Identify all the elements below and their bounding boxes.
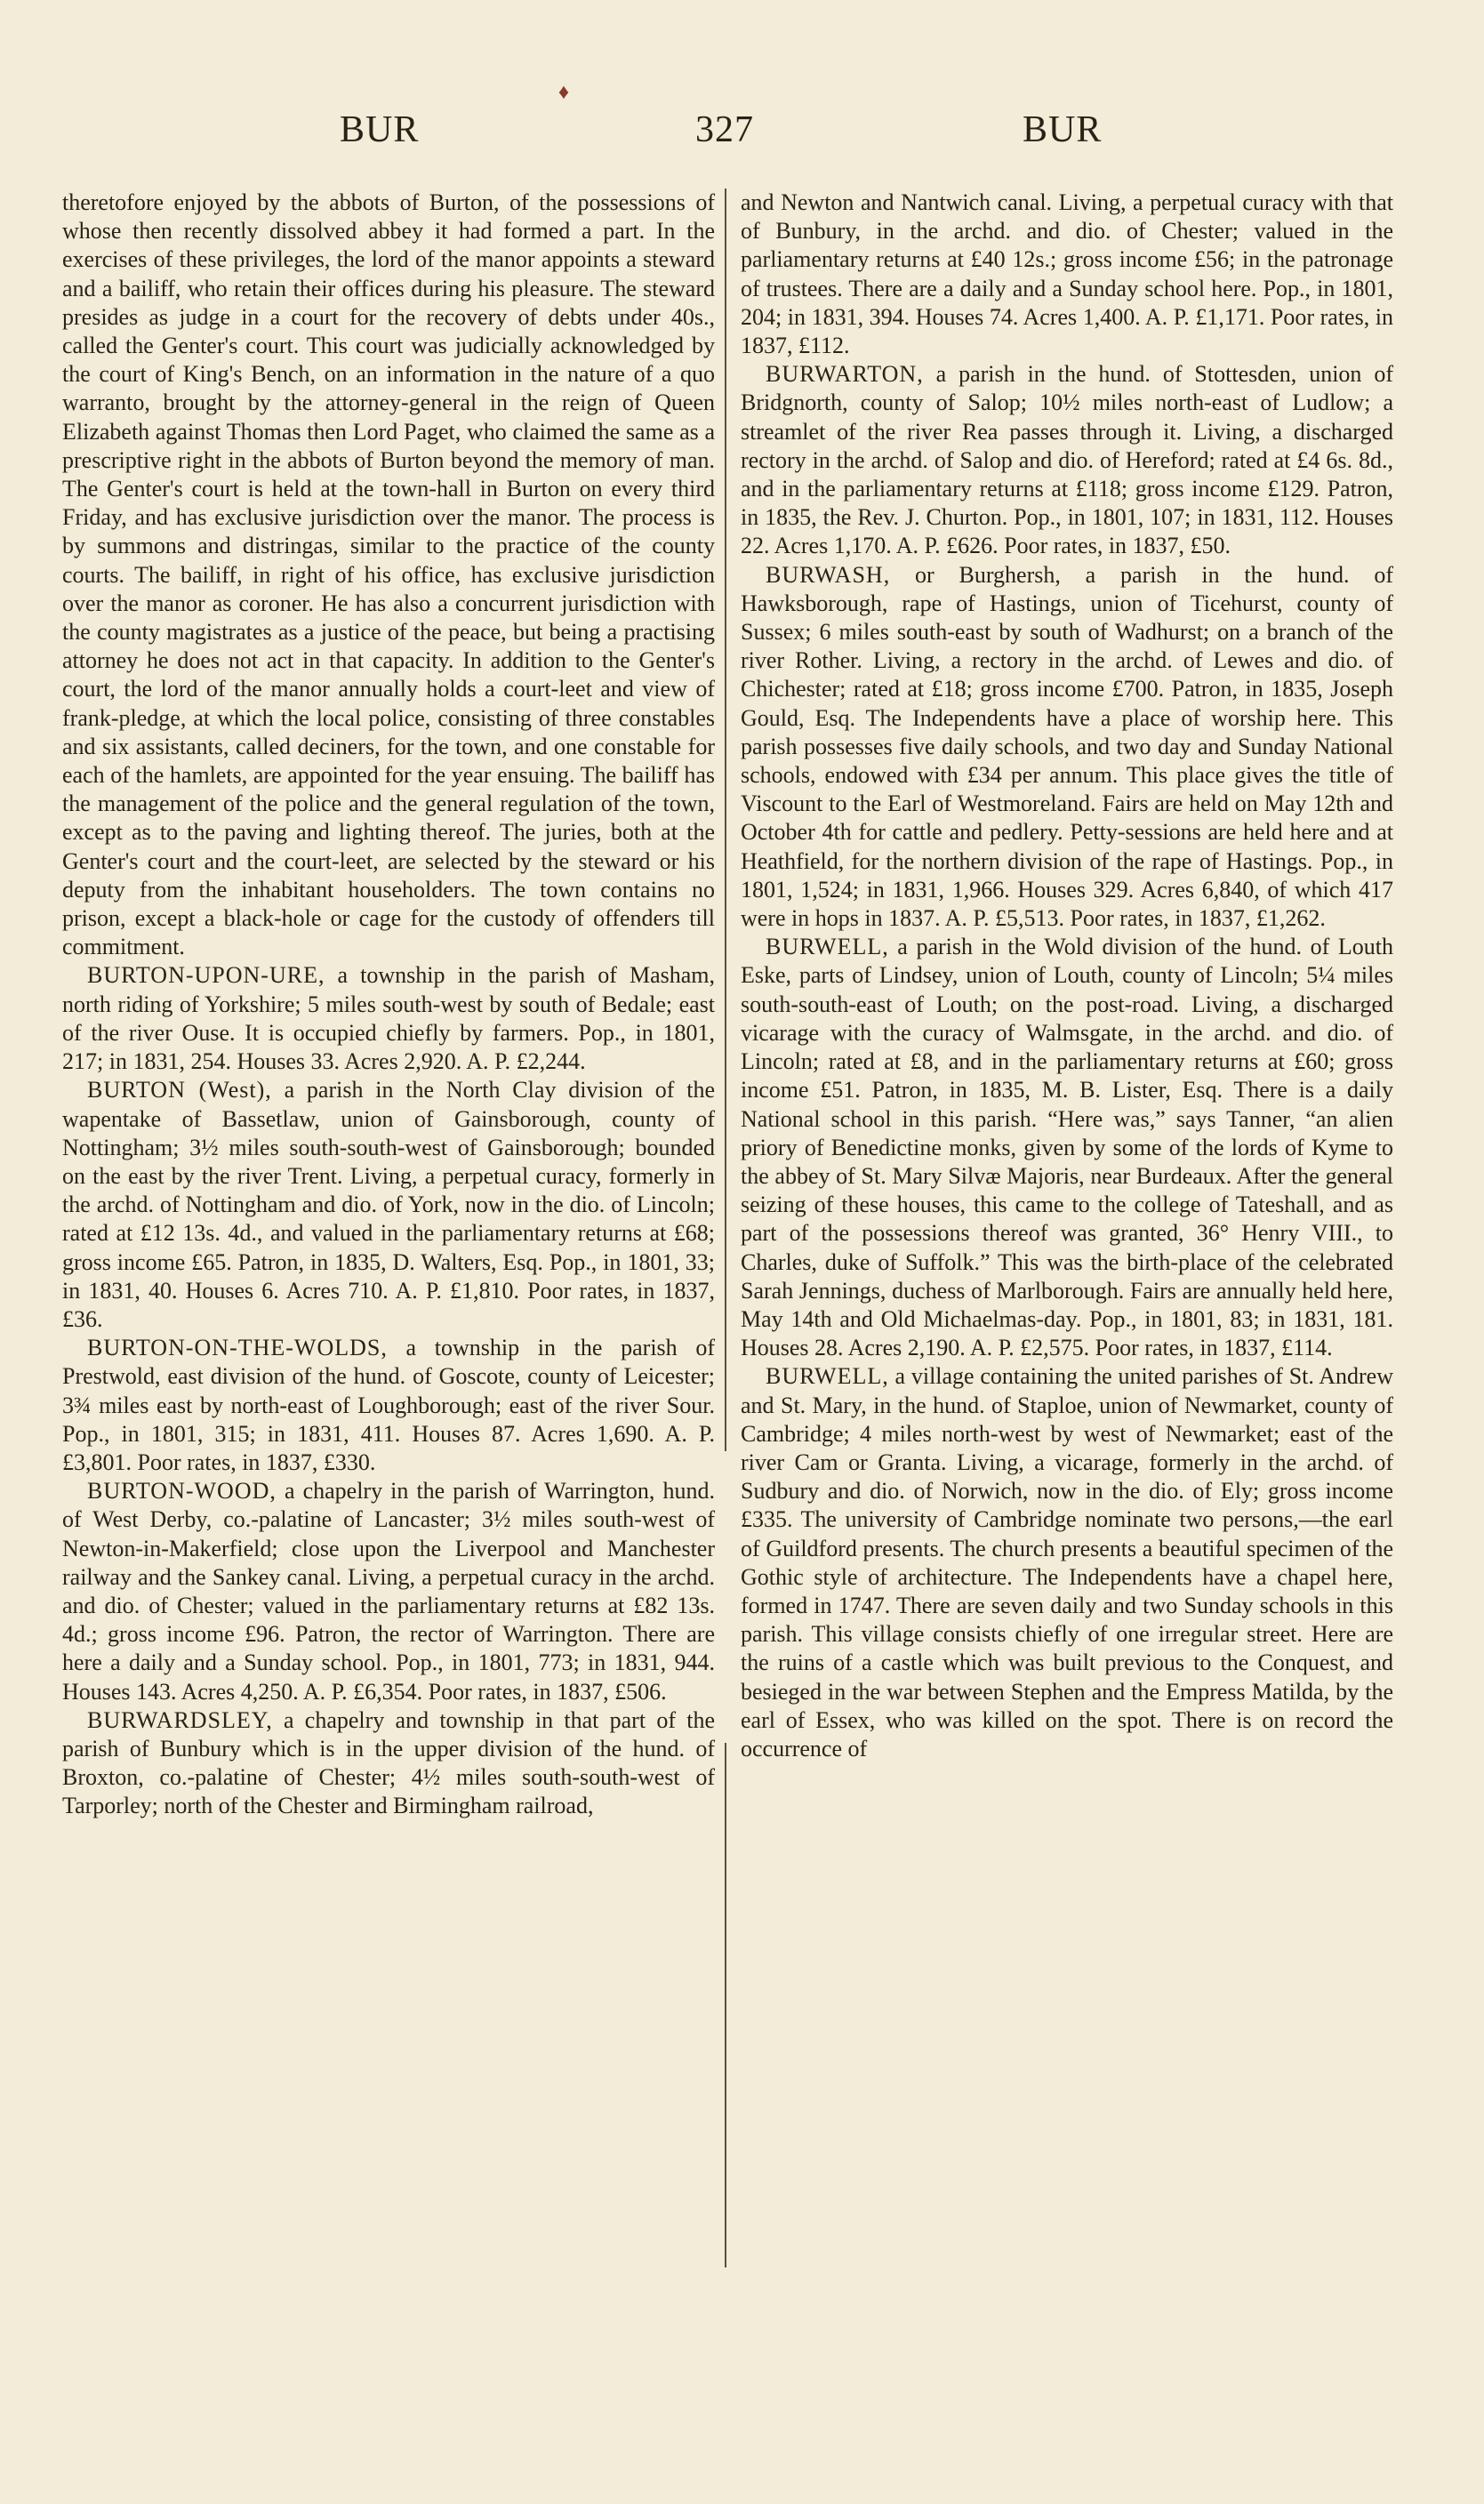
left-column [62,189,715,1821]
ornament-mark: ♦ [558,81,570,104]
entry [62,1477,715,1706]
entry-headword: BURWELL, [766,1363,889,1390]
entry-text: a parish in the hund. of Stottesden, union of Bridgnorth, county of Salop; 10½ miles north-east of Ludlow; a streamlet of the river Rea passes through it. Living, a discharged rectory in the archd. of Salop and dio. of Hereford; rated at £4 6s. 8d., and in the parliamentary returns at £118; gross income £129. Patron, in 1835, the Rev. J. Churton. Pop., in 1801, 107; in 1831, 112. Houses 22. Acres 1,170. A. P. £626. Poor rates, in 1837, £50. [741,361,1393,559]
entry-text: a parish in the North Clay division of the wapentake of Bassetlaw, union of Gainsborough, county of Nottingham; 3½ miles south-south-west of Gainsborough; bounded on the east by the river Trent. Living, a perpetual curacy, formerly in the archd. of Nottingham and dio. of York, now in the dio. of Lincoln; rated at £12 13s. 4d., and valued in the parliamentary returns at £68; gross income £65. Patron, in 1835, D. Walters, Esq. Pop., in 1801, 33; in 1831, 40. Houses 6. Acres 710. A. P. £1,810. Poor rates, in 1837, £36. [62,1077,715,1332]
entry-text: a township in the parish of Prestwold, east division of the hund. of Goscote, county of Leicester; 3¾ miles east by north-east of Loughborough; east of the river Sour. Pop., in 1801, 315; in 1831, 411. Houses 87. Acres 1,690. A. P. £3,801. Poor rates, in 1837, £330. [62,1335,715,1475]
entry-text: or Burghersh, a parish in the hund. of Hawksborough, rape of Hastings, union of Ticehurst, county of Sussex; 6 miles south-east by south of Wadhurst; on a branch of the river Rother. Living, a rectory in the archd. of Lewes and dio. of Chichester; rated at £18; gross income £700. Patron, in 1835, Joseph Gould, Esq. The Independents have a place of worship here. This parish possesses five daily schools, and two day and Sunday National schools, endowed with £34 per annum. This place gives the title of Viscount to the Earl of Westmoreland. Fairs are held on May 12th and October 4th for cattle and pedlery. Petty-sessions are held here and at Heathfield, for the northern division of the rape of Hastings. Pop., in 1801, 1,524; in 1831, 1,966. Houses 329. Acres 6,840, of which 417 were in hops in 1837. A. P. £5,513. Poor rates, in 1837, £1,262. [741,561,1393,932]
page-number: 327 [695,109,754,150]
running-head-right: BUR [1023,109,1103,150]
entry-headword: BURTON-UPON-URE, [87,962,325,989]
entry-headword: BURTON (West), [87,1077,272,1104]
entry [62,961,715,1076]
entry-text: a village containing the united parishes of St. Andrew and St. Mary, in the hund. of Staploe, union of Newmarket, county of Cambridge; 4 miles north-west by west of Newmarket; east of the river Cam or Granta. Living, a vicarage, formerly in the archd. of Sudbury and dio. of Norwich, now in the dio. of Ely; gross income £335. The university of Cambridge nominate two persons,—the earl of Guildford presents. The church presents a beautiful specimen of the Gothic style of architecture. The Independents have a chapel here, formed in 1747. There are seven daily and two Sunday schools in this parish. This village consists chiefly of one irregular street. Here are the ruins of a castle which was built previous to the Conquest, and besieged in the war between Stephen and the Empress Matilda, by the earl of Essex, who was killed on the spot. There is on record the occurrence of [741,1363,1393,1762]
entry-text: a township in the parish of Masham, north riding of Yorkshire; 5 miles south-west by south of Bedale; east of the river Ouse. It is occupied chiefly by farmers. Pop., in 1801, 217; in 1831, 254. Houses 33. Acres 2,920. A. P. £2,244. [62,962,715,1075]
column-rule [725,189,726,1451]
entry-text: a parish in the Wold division of the hund. of Louth Eske, parts of Lindsey, union of Louth, county of Lincoln; 5¼ miles south-south-east of Louth; on the post-road. Living, a discharged vicarage with the curacy of Walmsgate, in the archd. and dio. of Lincoln; rated at £8, and in the parliamentary returns at £60; gross income £51. Patron, in 1835, M. B. Lister, Esq. There is a daily National school in this parish. “Here was,” says Tanner, “an alien priory of Benedictine monks, given by some of the lords of Kyme to the abbey of St. Mary Silvæ Majoris, near Burdeaux. After the general seizing of these houses, this came to the college of Tateshall, and as part of the possessions thereof was granted, 36° Henry VIII., to Charles, duke of Suffolk.” This was the birth-place of the celebrated Sarah Jennings, duchess of Marlborough. Fairs are annually held here, May 14th and Old Michaelmas-day. Pop., in 1801, 83; in 1831, 181. Houses 28. Acres 2,190. A. P. £2,575. Poor rates, in 1837, £114. [741,934,1393,1361]
entry [62,1076,715,1334]
entry-continuation: and Newton and Nantwich canal. Living, a perpetual curacy with that of Bunbury, in the archd. and dio. of Chester; valued in the parliamentary returns at £40 12s.; gross income £56; in the patronage of trustees. There are a daily and a Sunday school here. Pop., in 1801, 204; in 1831, 394. Houses 74. Acres 1,400. A. P. £1,171. Poor rates, in 1837, £112. [741,189,1393,359]
entry-headword: BURTON-ON-THE-WOLDS, [87,1335,388,1361]
right-column [741,189,1393,1763]
entry [62,1334,715,1477]
entry [741,360,1393,560]
entry-continuation: theretofore enjoyed by the abbots of Burton, of the possessions of whose then recently dissolved abbey it had formed a part. In the exercises of these privileges, the lord of the manor appoints a steward and a bailiff, who retain their offices during his pleasure. The steward presides as judge in a court for the recovery of debts under 40s., called the Genter's court. This court was judicially acknowledged by the court of King's Bench, on an information in the nature of a quo warranto, brought by the attorney-general in the reign of Queen Elizabeth against Thomas then Lord Paget, who claimed the same as a prescriptive right in the abbots of Burton beyond the memory of man. The Genter's court is held at the town-hall in Burton on every third Friday, and has exclusive jurisdiction over the manor. The process is by summons and distringas, similar to the practice of the county courts. The bailiff, in right of his office, has exclusive jurisdiction over the manor as coroner. He has also a concurrent jurisdiction with the county magistrates as a justice of the peace, but being a practising attorney he does not act in that capacity. In addition to the Genter's court, the lord of the manor annually holds a court-leet and view of frank-pledge, at which the local police, consisting of three constables and six assistants, called deciners, for the town, and one constable for each of the hamlets, are appointed for the year ensuing. The bailiff has the management of the police and the general regulation of the town, except as to the paving and lighting thereof. The juries, both at the Genter's court and the court-leet, are selected by the steward or his deputy from the inhabitant householders. The town contains no prison, except a black-hole or cage for the custody of offenders till commitment. [62,189,715,960]
entry-headword: BURWELL, [766,934,889,960]
entry [741,1362,1393,1763]
entry-headword: BURWASH, [766,561,891,588]
entry [741,933,1393,1362]
running-head-left: BUR [340,109,420,150]
entry [62,1706,715,1821]
entry-headword: BURTON-WOOD, [87,1478,277,1505]
entry [741,561,1393,934]
entry-headword: BURWARTON, [766,361,924,388]
entry-text: a chapelry and township in that part of the parish of Bunbury which is in the upper division of the hund. of Broxton, co.-palatine of Chester; 4½ miles south-south-west of Tarporley; north of the Chester and Birmingham railroad, [62,1706,715,1819]
entry-headword: BURWARDSLEY, [87,1706,273,1733]
entry-text: a chapelry in the parish of Warrington, hund. of West Derby, co.-palatine of Lancaster; 3½ miles south-west of Newton-in-Makerfield; close upon the Liverpool and Manchester railway and the Sankey canal. Living, a perpetual curacy in the archd. and dio. of Chester; valued in the parliamentary returns at £82 13s. 4d.; gross income £96. Patron, the rector of Warrington. There are here a daily and a Sunday school. Pop., in 1801, 773; in 1831, 944. Houses 143. Acres 4,250. A. P. £6,354. Poor rates, in 1837, £506. [62,1478,715,1705]
column-rule-lower [725,1743,726,2267]
